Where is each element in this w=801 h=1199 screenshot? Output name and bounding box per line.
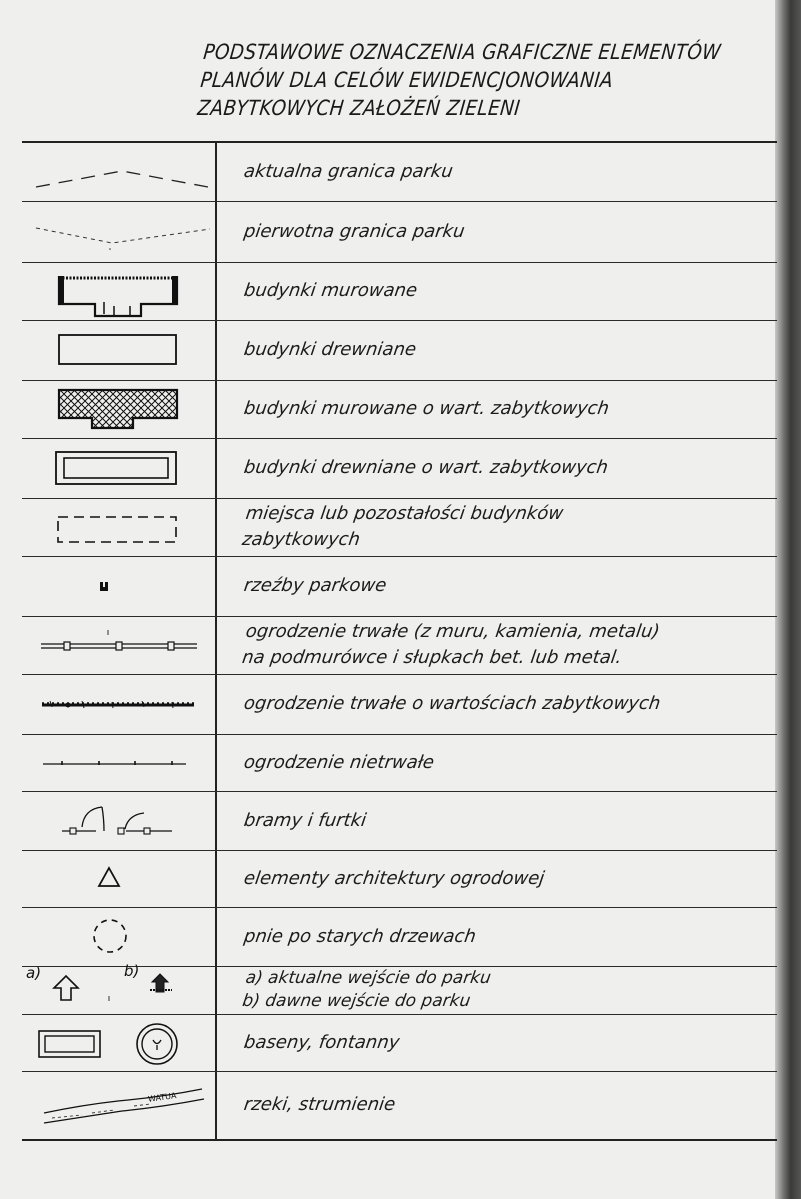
- page-title: [196, 38, 723, 122]
- historic-masonry-building-icon: [22, 380, 215, 438]
- entrance-a-label: a): [26, 964, 42, 982]
- legend-row: [22, 143, 777, 202]
- sculpture-icon: [22, 556, 215, 616]
- legend-label: rzeźby parkowe: [242, 575, 388, 596]
- legend-row: [22, 674, 777, 735]
- legend-label: ogrodzenie trwałe (z muru, kamienia, metalu): [244, 621, 662, 642]
- permanent-fence-icon: [22, 616, 215, 674]
- legend-row: [22, 262, 777, 321]
- scanned-page-edge: [775, 0, 801, 1199]
- legend-row: [22, 380, 777, 439]
- legend-row: [22, 962, 777, 1015]
- garden-architecture-icon: [22, 850, 215, 907]
- river-icon: [22, 1071, 215, 1139]
- title-line-3: ZABYTKOWYCH ZAŁOŻEŃ ZIELENI: [196, 96, 522, 120]
- dashed-boundary-current-icon: [22, 143, 215, 201]
- legend-row: [22, 1014, 777, 1072]
- historic-wooden-building-icon: [22, 438, 215, 498]
- legend-row: [22, 201, 777, 263]
- legend-row: [22, 438, 777, 499]
- title-line-1: PODSTAWOWE OZNACZENIA GRAFICZNE ELEMENTÓW: [202, 40, 723, 64]
- legend-label: elementy architektury ogrodowej: [242, 867, 546, 889]
- river-symbol-text: WATUA: [147, 1091, 177, 1104]
- legend-label: ogrodzenie trwałe o wartościach zabytkowych: [242, 693, 662, 714]
- legend-label: budynki drewniane o wart. zabytkowych: [242, 457, 610, 478]
- legend-row: [22, 791, 777, 851]
- legend-label: na podmurówce i słupkach bet. lub metal.: [240, 647, 624, 668]
- gates-icon: [22, 791, 215, 850]
- legend-row: [22, 556, 777, 617]
- legend-label: budynki murowane o wart. zabytkowych: [242, 398, 611, 419]
- legend-row: [22, 1071, 777, 1139]
- historic-fence-icon: [22, 674, 215, 734]
- title-line-2: PLANÓW DLA CELÓW EWIDENCJONOWANIA: [199, 68, 615, 92]
- legend-label: baseny, fontanny: [242, 1031, 401, 1053]
- legend-label: pierwotna granica parku: [242, 220, 467, 242]
- legend-label: budynki drewniane: [242, 339, 418, 360]
- legend-label: aktualna granica parku: [242, 161, 455, 182]
- dashed-boundary-original-icon: [22, 201, 215, 262]
- masonry-building-icon: [22, 262, 215, 320]
- legend-row: [22, 734, 777, 792]
- building-remains-icon: [22, 498, 215, 556]
- legend-label: rzeki, strumienie: [242, 1094, 397, 1115]
- legend-label: budynki murowane: [242, 280, 419, 301]
- tree-stump-icon: [22, 907, 215, 966]
- pool-fountain-icon: [22, 1014, 215, 1071]
- legend-label: ogrodzenie nietrwałe: [242, 751, 436, 773]
- legend-label: pnie po starych drzewach: [242, 925, 478, 947]
- legend-row: [22, 850, 777, 908]
- legend-row: [22, 498, 777, 557]
- legend-label: miejsca lub pozostałości budynków: [244, 503, 565, 524]
- wooden-building-icon: [22, 320, 215, 380]
- legend-row: [22, 616, 777, 675]
- legend-label: zabytkowych: [240, 529, 362, 550]
- legend-row: [22, 907, 777, 967]
- temporary-fence-icon: [22, 734, 215, 791]
- legend-label: a) aktualne wejście do parku: [244, 968, 493, 988]
- entrance-b-label: b): [124, 962, 140, 980]
- legend-label: b) dawne wejście do parku: [241, 991, 472, 1011]
- legend-label: bramy i furtki: [242, 809, 368, 831]
- legend-table: [22, 141, 777, 1141]
- park-entrance-icon: [22, 962, 215, 1014]
- legend-row: [22, 320, 777, 381]
